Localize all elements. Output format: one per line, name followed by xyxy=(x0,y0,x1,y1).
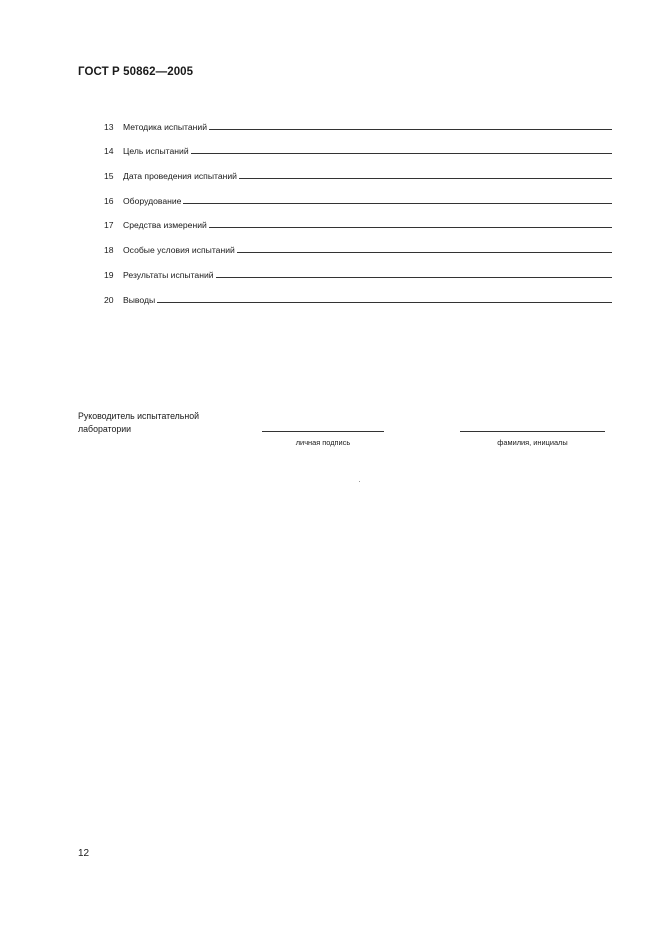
item-label: Средства измерений xyxy=(123,220,207,231)
item-number: 20 xyxy=(104,294,114,305)
signature-role xyxy=(78,410,199,435)
name-field[interactable] xyxy=(460,431,605,432)
item-label: Оборудование xyxy=(123,195,182,206)
fill-line[interactable] xyxy=(237,252,612,253)
form-item-16 xyxy=(104,181,612,206)
item-label: Особые условия испытаний xyxy=(123,245,235,256)
page-header: ГОСТ Р 50862—2005 xyxy=(78,66,194,78)
form-item-19 xyxy=(104,255,612,280)
fill-line[interactable] xyxy=(239,178,612,179)
role-line-2: лаборатории xyxy=(78,423,132,434)
item-number: 17 xyxy=(104,220,114,231)
item-number: 18 xyxy=(104,245,114,256)
form-item-15 xyxy=(104,156,612,181)
form-item-17 xyxy=(104,206,612,231)
item-label: Выводы xyxy=(123,294,156,305)
item-number: 19 xyxy=(104,269,114,280)
fill-line[interactable] xyxy=(216,277,612,278)
item-label: Результаты испытаний xyxy=(123,269,214,280)
fill-line[interactable] xyxy=(209,227,612,228)
form-list xyxy=(104,107,612,305)
role-line-1: Руководитель испытательной xyxy=(78,411,200,421)
form-item-14 xyxy=(104,132,612,157)
item-label: Методика испытаний xyxy=(123,121,208,132)
item-number: 14 xyxy=(104,146,114,157)
fill-line[interactable] xyxy=(191,153,612,154)
name-caption: фамилия, инициалы xyxy=(497,438,568,447)
item-number: 16 xyxy=(104,195,114,206)
item-number: 13 xyxy=(104,121,114,132)
item-label: Цель испытаний xyxy=(123,146,189,157)
page-number: 12 xyxy=(78,848,90,859)
form-item-20 xyxy=(104,280,612,305)
signature-caption: личная подпись xyxy=(295,438,351,447)
form-item-18 xyxy=(104,230,612,255)
item-label: Дата проведения испытаний xyxy=(123,171,237,182)
fill-line[interactable] xyxy=(157,302,612,303)
fill-line[interactable] xyxy=(183,203,612,204)
item-number: 15 xyxy=(104,171,114,182)
fill-line[interactable] xyxy=(209,129,612,130)
form-item-13 xyxy=(104,107,612,132)
scan-speck xyxy=(359,481,360,482)
signature-field[interactable] xyxy=(262,431,384,432)
